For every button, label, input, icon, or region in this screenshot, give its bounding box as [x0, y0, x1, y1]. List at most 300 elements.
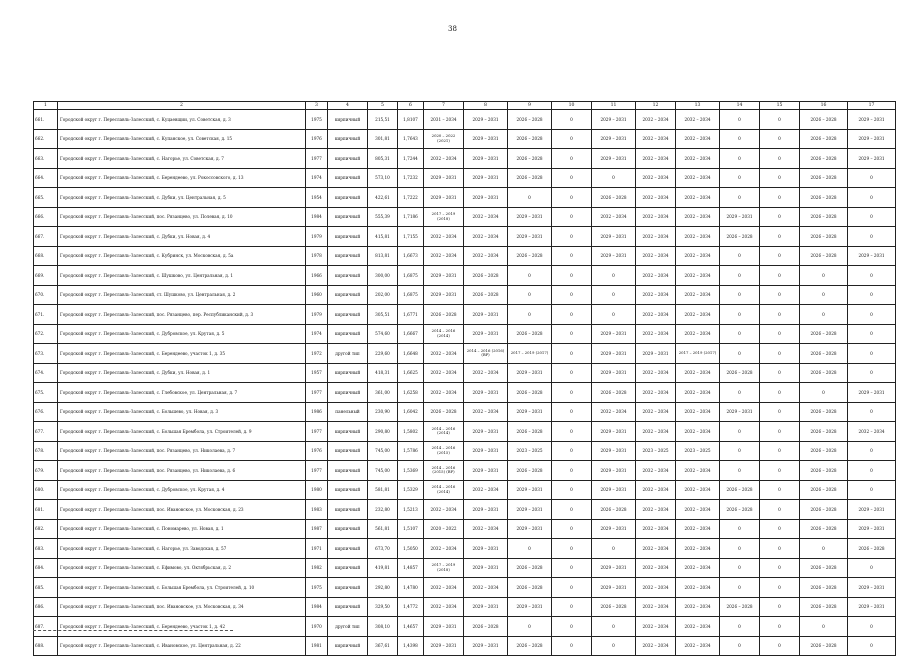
table-row — [34, 344, 896, 364]
table-cell: 0 — [800, 383, 848, 403]
table-cell: кирпичный — [328, 480, 368, 500]
row-number: 672. — [34, 324, 58, 344]
table-cell: 2026 – 2028 — [464, 617, 508, 637]
table-cell: 2020 – 2022 (2021) — [424, 129, 464, 149]
table-cell: 0 — [720, 344, 760, 364]
table-cell: 573,10 — [368, 168, 398, 188]
table-cell: кирпичный — [328, 227, 368, 247]
table-cell: 2032 – 2034 — [464, 519, 508, 539]
table-cell: 2026 – 2028 — [424, 402, 464, 422]
table-cell: кирпичный — [328, 266, 368, 286]
table-cell: 0 — [848, 617, 896, 637]
table-cell: 2026 – 2028 — [800, 578, 848, 598]
table-cell: кирпичный — [328, 246, 368, 266]
table-cell: 232,80 — [368, 500, 398, 520]
table-cell: 2029 – 2031 — [508, 227, 552, 247]
address-cell: Городской округ г. Переславль-Залесский, с. Ивановское, ул. Центральная, д. 22 — [58, 636, 306, 656]
table-cell: 0 — [552, 636, 592, 656]
table-cell: 561,81 — [368, 519, 398, 539]
table-cell: 1,5786 — [398, 441, 424, 461]
table-cell: 2029 – 2031 — [592, 149, 636, 169]
table-row — [34, 539, 896, 559]
table-cell: 0 — [848, 480, 896, 500]
row-number: 684. — [34, 558, 58, 578]
table-cell: 2029 – 2031 — [508, 402, 552, 422]
table-cell: 673,70 — [368, 539, 398, 559]
table-cell: 0 — [760, 363, 800, 383]
table-cell: 1,5802 — [398, 422, 424, 442]
table-row — [34, 188, 896, 208]
table-cell: 2029 – 2031 — [464, 461, 508, 481]
table-cell: 1,5050 — [398, 539, 424, 559]
table-cell: 2026 – 2028 — [508, 149, 552, 169]
table-cell: 0 — [760, 227, 800, 247]
table-cell: 2032 – 2034 — [636, 168, 676, 188]
table-cell: 0 — [720, 246, 760, 266]
table-cell: 1977 — [306, 149, 328, 169]
table-cell: 2032 – 2034 — [636, 227, 676, 247]
table-cell: кирпичный — [328, 207, 368, 227]
table-cell: 2032 – 2034 — [636, 461, 676, 481]
table-cell: 300,00 — [368, 266, 398, 286]
table-cell: 0 — [552, 519, 592, 539]
table-cell: 2032 – 2034 — [636, 558, 676, 578]
table-cell: 1,4657 — [398, 617, 424, 637]
table-cell: 1977 — [306, 422, 328, 442]
table-cell: 1,8107 — [398, 110, 424, 130]
row-number: 661. — [34, 110, 58, 130]
table-cell: 1957 — [306, 363, 328, 383]
table-cell: 0 — [760, 383, 800, 403]
table-cell: кирпичный — [328, 149, 368, 169]
table-cell: 0 — [552, 344, 592, 364]
table-cell: 1,6625 — [398, 363, 424, 383]
table-cell: 2026 – 2028 — [800, 363, 848, 383]
table-cell: 1954 — [306, 188, 328, 208]
header-cell-13: 13 — [676, 102, 720, 110]
table-row — [34, 480, 896, 500]
table-cell: 0 — [848, 227, 896, 247]
table-cell: 0 — [848, 266, 896, 286]
table-cell: другой тип — [328, 344, 368, 364]
table-cell: 2032 – 2034 — [424, 500, 464, 520]
header-row — [34, 102, 896, 110]
row-number: 670. — [34, 285, 58, 305]
address-cell: Городской округ г. Переславль-Залесский, пос. Ивановское, ул. Московская, д. 34 — [58, 597, 306, 617]
table-cell: 2029 – 2031 — [592, 461, 636, 481]
table-cell: 2026 – 2028 — [800, 168, 848, 188]
table-cell: 2032 – 2034 — [636, 110, 676, 130]
row-number: 679. — [34, 461, 58, 481]
row-number: 666. — [34, 207, 58, 227]
table-row — [34, 266, 896, 286]
table-cell: 0 — [720, 285, 760, 305]
table-cell: 2032 – 2034 — [636, 363, 676, 383]
address-cell: Городской округ г. Переславль-Залесский, с. Нагорье, ул. Заводская, д. 57 — [58, 539, 306, 559]
table-cell: 2014 – 2016 (2014) — [424, 422, 464, 442]
table-cell: 2032 – 2034 — [636, 402, 676, 422]
table-cell: 2032 – 2034 — [676, 324, 720, 344]
table-cell: 2032 – 2034 — [636, 422, 676, 442]
table-cell: 0 — [720, 636, 760, 656]
table-cell: 1984 — [306, 597, 328, 617]
table-cell: 2026 – 2028 — [592, 188, 636, 208]
header-cell-6: 6 — [398, 102, 424, 110]
table-cell: 0 — [760, 480, 800, 500]
table-cell: 1987 — [306, 519, 328, 539]
table-cell: 2032 – 2034 — [636, 285, 676, 305]
table-cell: 1971 — [306, 539, 328, 559]
header-cell-5: 5 — [368, 102, 398, 110]
table-cell: 0 — [552, 441, 592, 461]
table-cell: 2029 – 2031 — [424, 168, 464, 188]
row-number: 677. — [34, 422, 58, 442]
table-cell: 1975 — [306, 578, 328, 598]
address-cell: Городской округ г. Переславль-Залесский, с. Шушково, ул. Центральная, д. 1 — [58, 266, 306, 286]
table-cell: 1977 — [306, 383, 328, 403]
table-cell: 0 — [552, 363, 592, 383]
table-row — [34, 441, 896, 461]
table-cell: 2026 – 2028 — [508, 110, 552, 130]
table-cell: 2026 – 2028 — [592, 383, 636, 403]
table-cell: 1,6258 — [398, 383, 424, 403]
table-cell: 1,6042 — [398, 402, 424, 422]
table-cell: 574,60 — [368, 324, 398, 344]
table-cell: кирпичный — [328, 383, 368, 403]
table-cell: 0 — [508, 285, 552, 305]
table-cell: 2014 – 2016 (2015) — [424, 441, 464, 461]
table-cell: 0 — [592, 617, 636, 637]
table-cell: 0 — [552, 539, 592, 559]
table-cell: 0 — [552, 188, 592, 208]
table-row — [34, 402, 896, 422]
table-cell: 1979 — [306, 227, 328, 247]
table-cell: 0 — [552, 305, 592, 325]
row-number: 663. — [34, 149, 58, 169]
table-cell: кирпичный — [328, 305, 368, 325]
table-cell: 2029 – 2031 — [592, 578, 636, 598]
table-cell: 2029 – 2031 — [424, 285, 464, 305]
row-number: 669. — [34, 266, 58, 286]
table-cell: 2032 – 2034 — [424, 363, 464, 383]
table-cell: 1,5329 — [398, 480, 424, 500]
table-cell: 0 — [720, 266, 760, 286]
table-cell: 0 — [800, 305, 848, 325]
table-cell: 2029 – 2031 — [592, 110, 636, 130]
table-cell: кирпичный — [328, 129, 368, 149]
header-cell-4: 4 — [328, 102, 368, 110]
table-cell: 0 — [552, 266, 592, 286]
row-number: 664. — [34, 168, 58, 188]
table-cell: 2029 – 2031 — [424, 188, 464, 208]
table-cell: 2029 – 2031 — [464, 636, 508, 656]
table-cell: 0 — [848, 441, 896, 461]
table-cell: 2032 – 2034 — [424, 578, 464, 598]
table-cell: 2031 – 2034 — [424, 110, 464, 130]
row-number: 681. — [34, 500, 58, 520]
table-cell: 419,81 — [368, 558, 398, 578]
table-cell: 2029 – 2031 — [848, 500, 896, 520]
table-cell: 2029 – 2031 — [720, 402, 760, 422]
table-cell: 0 — [508, 539, 552, 559]
table-cell: кирпичный — [328, 422, 368, 442]
table-cell: 2032 – 2034 — [424, 227, 464, 247]
table-cell: 1979 — [306, 305, 328, 325]
table-cell: 2032 – 2034 — [676, 227, 720, 247]
table-cell: 0 — [552, 480, 592, 500]
table-cell: 2029 – 2031 — [848, 578, 896, 598]
address-cell: Городской округ г. Переславль-Залесский, с. Нагорье, ул. Советская, д. 7 — [58, 149, 306, 169]
table-cell: 0 — [720, 149, 760, 169]
table-cell: 2026 – 2028 — [508, 324, 552, 344]
table-cell: 301,81 — [368, 129, 398, 149]
table-cell: 2026 – 2028 — [800, 110, 848, 130]
table-cell: 2017 – 2019 (2018) — [424, 558, 464, 578]
table-cell: 2032 – 2034 — [676, 617, 720, 637]
row-number: 678. — [34, 441, 58, 461]
table-cell: 2026 – 2028 — [800, 441, 848, 461]
table-cell: 2029 – 2031 — [848, 149, 896, 169]
address-cell: Городской округ г. Переславль-Залесский, с. Кубринск, ул. Московская, д. 5а — [58, 246, 306, 266]
table-cell: 2029 – 2031 — [592, 480, 636, 500]
table-cell: 0 — [760, 461, 800, 481]
table-cell: 1,5369 — [398, 461, 424, 481]
table-cell: 2032 – 2034 — [464, 578, 508, 598]
table-cell: кирпичный — [328, 636, 368, 656]
table-row — [34, 149, 896, 169]
table-cell: 2029 – 2031 — [508, 500, 552, 520]
header-cell-3: 3 — [306, 102, 328, 110]
table-row — [34, 227, 896, 247]
schedule-table — [33, 101, 896, 656]
table-cell: 2026 – 2028 — [508, 383, 552, 403]
table-cell: кирпичный — [328, 461, 368, 481]
table-cell: 2026 – 2028 — [800, 636, 848, 656]
table-cell: 2032 – 2034 — [676, 305, 720, 325]
row-number: 671. — [34, 305, 58, 325]
table-cell: 0 — [848, 285, 896, 305]
table-cell: 2026 – 2028 — [800, 207, 848, 227]
table-cell: 2026 – 2028 — [464, 266, 508, 286]
row-number: 680. — [34, 480, 58, 500]
table-cell: 0 — [720, 441, 760, 461]
table-cell: 1976 — [306, 441, 328, 461]
table-cell: 2032 – 2034 — [636, 149, 676, 169]
table-cell: 0 — [720, 519, 760, 539]
table-cell: 0 — [848, 324, 896, 344]
table-cell: 2023 – 2025 — [636, 441, 676, 461]
table-cell: 2029 – 2031 — [464, 383, 508, 403]
header-cell-15: 15 — [760, 102, 800, 110]
table-cell: 2029 – 2031 — [464, 422, 508, 442]
table-cell: 2032 – 2034 — [676, 129, 720, 149]
table-cell: 2026 – 2028 — [508, 636, 552, 656]
table-cell: 2032 – 2034 — [424, 597, 464, 617]
table-cell: 0 — [552, 168, 592, 188]
row-number: 668. — [34, 246, 58, 266]
address-cell: Городской округ г. Переславль-Залесский, с. Пономарево, ул. Новая, д. 1 — [58, 519, 306, 539]
table-cell: 2032 – 2034 — [424, 383, 464, 403]
table-cell: 2029 – 2031 — [424, 266, 464, 286]
table-cell: 1975 — [306, 110, 328, 130]
table-cell: 0 — [552, 422, 592, 442]
table-cell: 2026 – 2028 — [800, 519, 848, 539]
table-cell: 2032 – 2034 — [424, 539, 464, 559]
table-cell: 2032 – 2034 — [676, 539, 720, 559]
table-cell: 2032 – 2034 — [592, 402, 636, 422]
table-cell: другой тип — [328, 617, 368, 637]
address-cell: Городской округ г. Переславль-Залесский, с. Дубровское, ул. Крутая, д. 4 — [58, 480, 306, 500]
table-cell: 2026 – 2028 — [800, 402, 848, 422]
table-cell: 2029 – 2031 — [508, 519, 552, 539]
table-cell: 805,31 — [368, 149, 398, 169]
table-row — [34, 129, 896, 149]
table-cell: 2026 – 2028 — [800, 461, 848, 481]
table-cell: кирпичный — [328, 519, 368, 539]
header-cell-7: 7 — [424, 102, 464, 110]
table-cell: 0 — [848, 636, 896, 656]
header-cell-1: 1 — [34, 102, 58, 110]
row-number: 673. — [34, 344, 58, 364]
table-cell: 1,6771 — [398, 305, 424, 325]
table-cell: 0 — [760, 441, 800, 461]
table-cell: 1977 — [306, 461, 328, 481]
row-number: 685. — [34, 578, 58, 598]
table-cell: 2026 – 2028 — [720, 480, 760, 500]
table-cell: 2026 – 2028 — [800, 227, 848, 247]
table-cell: 0 — [552, 617, 592, 637]
row-number: 688. — [34, 636, 58, 656]
table-cell: 0 — [552, 578, 592, 598]
header-cell-17: 17 — [848, 102, 896, 110]
table-cell: 2026 – 2028 — [800, 149, 848, 169]
table-cell: 0 — [760, 305, 800, 325]
address-cell: Городской округ г. Переславль-Залесский, пос. Рязанцево, ул. Полевая, д. 10 — [58, 207, 306, 227]
table-cell: кирпичный — [328, 539, 368, 559]
table-cell: 0 — [760, 422, 800, 442]
table-cell: 2032 – 2034 — [636, 539, 676, 559]
table-cell: 0 — [508, 617, 552, 637]
table-cell: 2026 – 2028 — [508, 558, 552, 578]
page-number: 38 — [448, 25, 457, 33]
table-cell: 1978 — [306, 246, 328, 266]
table-cell: 0 — [508, 305, 552, 325]
row-number: 687. — [34, 617, 58, 637]
table-cell: 0 — [552, 285, 592, 305]
address-cell: Городской округ г. Переславль-Залесский, пос. Рязанцево, ул. Николаева, д. 6 — [58, 461, 306, 481]
table-cell: 2014 – 2016 (2014) — [424, 324, 464, 344]
table-cell: 2023 – 2025 — [508, 441, 552, 461]
table-cell: 2026 – 2028 — [424, 305, 464, 325]
table-cell: 0 — [592, 266, 636, 286]
address-cell: Городской округ г. Переславль-Залесский, с. Дубровское, ул. Крутая, д. 5 — [58, 324, 306, 344]
table-row — [34, 305, 896, 325]
table-cell: 1,4780 — [398, 578, 424, 598]
row-number: 665. — [34, 188, 58, 208]
table-cell: 2026 – 2028 — [800, 188, 848, 208]
table-cell: 2029 – 2031 — [592, 246, 636, 266]
table-cell: 1980 — [306, 480, 328, 500]
address-cell: Городской округ г. Переславль-Залесский, с. Дубки, ул. Центральная, д. 5 — [58, 188, 306, 208]
table-cell: 0 — [552, 402, 592, 422]
table-cell: 367,61 — [368, 636, 398, 656]
table-cell: 2032 – 2034 — [636, 500, 676, 520]
table-row — [34, 636, 896, 656]
table-cell: 2029 – 2031 — [464, 539, 508, 559]
table-cell: 2029 – 2031 — [848, 246, 896, 266]
header-cell-16: 16 — [800, 102, 848, 110]
row-number: 675. — [34, 383, 58, 403]
table-cell: 2032 – 2034 — [424, 246, 464, 266]
table-cell: 2029 – 2031 — [848, 597, 896, 617]
table-cell: 0 — [848, 188, 896, 208]
table-row — [34, 500, 896, 520]
table-cell: 2026 – 2028 — [720, 500, 760, 520]
table-cell: 0 — [848, 168, 896, 188]
table-cell: 2017 – 2019 (2017) — [676, 344, 720, 364]
table-cell: 2032 – 2034 — [676, 363, 720, 383]
table-cell: 2032 – 2034 — [636, 519, 676, 539]
table-cell: 2032 – 2034 — [636, 266, 676, 286]
table-cell: 0 — [760, 324, 800, 344]
table-cell: 2029 – 2031 — [464, 500, 508, 520]
table-cell: 1,4772 — [398, 597, 424, 617]
table-row — [34, 578, 896, 598]
table-cell: кирпичный — [328, 110, 368, 130]
table-cell: 2014 – 2016 (2016) (ВР) — [464, 344, 508, 364]
table-cell: 0 — [848, 207, 896, 227]
row-number: 686. — [34, 597, 58, 617]
table-cell: 2032 – 2034 — [676, 168, 720, 188]
table-cell: 1972 — [306, 344, 328, 364]
table-cell: 0 — [552, 500, 592, 520]
table-cell: 2029 – 2031 — [464, 129, 508, 149]
table-cell: 0 — [720, 383, 760, 403]
table-cell: 2032 – 2034 — [676, 383, 720, 403]
table-cell: кирпичный — [328, 578, 368, 598]
table-cell: 2029 – 2031 — [464, 188, 508, 208]
table-cell: 418,31 — [368, 363, 398, 383]
table-cell: 1,5213 — [398, 500, 424, 520]
table-cell: 2026 – 2028 — [800, 480, 848, 500]
table-cell: 0 — [720, 110, 760, 130]
table-cell: 2032 – 2034 — [464, 402, 508, 422]
table-cell: 2029 – 2031 — [424, 617, 464, 637]
table-cell: 2029 – 2031 — [464, 597, 508, 617]
header-cell-9: 9 — [508, 102, 552, 110]
address-cell: Городской округ г. Переславль-Залесский, пос. Рязанцево, ул. Николаева, д. 7 — [58, 441, 306, 461]
table-cell: 2032 – 2034 — [676, 246, 720, 266]
address-cell: Городской округ г. Переславль-Залесский, с. Берендеево, участок 1, д. 42 — [58, 617, 306, 637]
row-number: 682. — [34, 519, 58, 539]
table-cell: 2029 – 2031 — [848, 110, 896, 130]
table-cell: 0 — [720, 422, 760, 442]
table-cell: 2029 – 2031 — [592, 558, 636, 578]
table-cell: 0 — [552, 129, 592, 149]
table-cell: 2032 – 2034 — [636, 207, 676, 227]
table-cell: 0 — [552, 324, 592, 344]
table-cell: 305,51 — [368, 305, 398, 325]
table-row — [34, 558, 896, 578]
table-cell: 2032 – 2034 — [676, 207, 720, 227]
table-cell: панельный — [328, 402, 368, 422]
table-cell: 2029 – 2031 — [508, 363, 552, 383]
table-cell: 0 — [760, 188, 800, 208]
table-cell: 2026 – 2028 — [800, 558, 848, 578]
table-cell: 2026 – 2028 — [720, 597, 760, 617]
table-cell: кирпичный — [328, 500, 368, 520]
table-cell: 1,7155 — [398, 227, 424, 247]
